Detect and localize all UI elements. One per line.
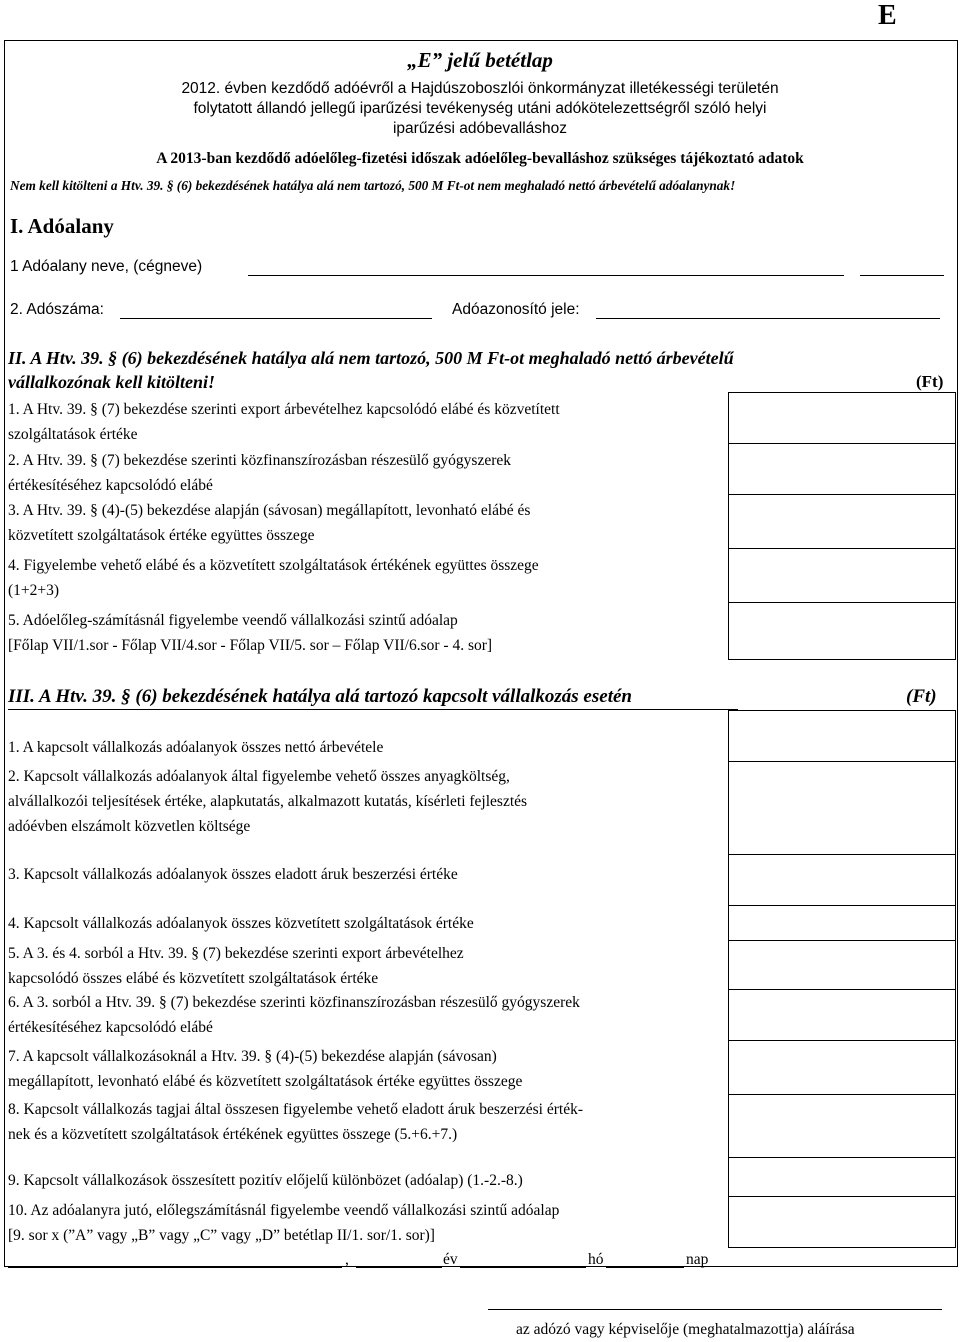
- section-3-value-2[interactable]: [728, 761, 956, 855]
- name-label: 1 Adóalany neve, (cégneve): [10, 258, 203, 275]
- section-2-value-5[interactable]: [728, 602, 956, 660]
- section-2-title-line-2: vállalkozónak kell kitölteni!: [8, 372, 216, 392]
- section-1-title: I. Adóalany: [10, 214, 114, 238]
- section-3-value-5[interactable]: [728, 940, 956, 990]
- section-3-row-10: 10. Az adóalanyra jutó, előlegszámításnál figyelembe veendő vállalkozási szintű adóalap [9. sor x (”A” vagy „B” vagy „C” vagy „D” betétlap II/1. sor/1. sor)]: [8, 1202, 560, 1244]
- tax-id-field[interactable]: [596, 318, 940, 319]
- day-field[interactable]: [606, 1267, 684, 1268]
- month-label: hó: [588, 1251, 604, 1268]
- section-3-value-7[interactable]: [728, 1040, 956, 1095]
- subtitle-line-3: iparűzési adóbevalláshoz: [392, 120, 568, 137]
- section-3-row-4: 4. Kapcsolt vállalkozás adóalanyok összes közvetített szolgáltatások értéke: [8, 915, 474, 932]
- section-3-title: III. A Htv. 39. § (6) bekezdésének hatálya alá tartozó kapcsolt vállalkozás esetén: [8, 686, 632, 707]
- comma: ,: [345, 1251, 349, 1268]
- section-3-row-5: 5. A 3. és 4. sorból a Htv. 39. § (7) bekezdése szerinti export árbevételhez kapcsolódó összes elábé és közvetített szolgáltatások értéke: [8, 945, 464, 987]
- section-2-value-2[interactable]: [728, 443, 956, 495]
- section-3-row-8: 8. Kapcsolt vállalkozás tagjai által összesen figyelembe vehető eladott áruk beszerzési érték- nek és a közvetített szolgáltatások értékének együttes összege (5.+6.+7.): [8, 1101, 583, 1143]
- section-3-value-8[interactable]: [728, 1094, 956, 1158]
- info-title: A 2013-ban kezdődő adóelőleg-fizetési időszak adóelőleg-bevalláshoz szükséges tájékoztató adatok: [156, 150, 804, 167]
- section-3-row-1: 1. A kapcsolt vállalkozás adóalanyok összes nettó árbevétele: [8, 739, 384, 756]
- section-2-row-2: 2. A Htv. 39. § (7) bekezdése szerinti közfinanszírozásban részesülő gyógyszerek értékesítéséhez kapcsolódó elábé: [8, 452, 512, 494]
- section-2-value-3[interactable]: [728, 494, 956, 549]
- section-3-value-10[interactable]: [728, 1196, 956, 1248]
- subtitle-line-2: folytatott állandó jellegű iparűzési tevékenység utáni adókötelezettségről szóló helyi: [193, 100, 767, 117]
- fill-note: Nem kell kitölteni a Htv. 39. § (6) bekezdésének hatálya alá nem tartozó, 500 M Ft-ot nem meghaladó nettó árbevételű adóalanynak!: [10, 178, 736, 193]
- section-3-value-1[interactable]: [728, 710, 956, 762]
- section-2-title: [8, 346, 734, 394]
- section-3-value-6[interactable]: [728, 989, 956, 1041]
- section-2-row-3: 3. A Htv. 39. § (4)-(5) bekezdése alapján (sávosan) megállapított, levonható elábé és közvetített szolgáltatások értéke együttes összege: [8, 502, 531, 544]
- section-2-row-4: 4. Figyelembe vehető elábé és a közvetített szolgáltatások értékének együttes összege (1+2+3): [8, 557, 539, 599]
- section-3-value-9[interactable]: [728, 1157, 956, 1197]
- month-field[interactable]: [460, 1267, 586, 1268]
- year-field[interactable]: [356, 1267, 442, 1268]
- tax-id-label: Adóazonosító jele:: [452, 301, 580, 318]
- day-label: nap: [686, 1251, 709, 1268]
- section-3-title-underline: [8, 709, 738, 710]
- section-3-value-4[interactable]: [728, 905, 956, 941]
- name-field-extra[interactable]: [860, 275, 944, 276]
- section-2-value-1[interactable]: [728, 392, 956, 444]
- section-2-row-5: 5. Adóelőleg-számításnál figyelembe veendő vállalkozási szintű adóalap [Főlap VII/1.sor - Főlap VII/4.sor - Főlap VII/5. sor – Főlap VII/6.sor - 4. sor]: [8, 612, 493, 654]
- section-2-value-4[interactable]: [728, 548, 956, 603]
- name-field[interactable]: [248, 275, 844, 276]
- form-title: „E” jelű betétlap: [407, 48, 553, 72]
- signature-caption: az adózó vagy képviselője (meghatalmazottja) aláírása: [516, 1321, 855, 1338]
- section-2-title-line-1: II. A Htv. 39. § (6) bekezdésének hatálya alá nem tartozó, 500 M Ft-ot meghaladó nettó árbevételű: [8, 348, 734, 368]
- section-3-row-3: 3. Kapcsolt vállalkozás adóalanyok összes eladott áruk beszerzési értéke: [8, 866, 458, 883]
- section-3-row-6: 6. A 3. sorból a Htv. 39. § (7) bekezdése szerinti közfinanszírozásban részesülő gyógyszerek értékesítéséhez kapcsolódó elábé: [8, 994, 580, 1036]
- tax-number-label: 2. Adószáma:: [10, 301, 104, 318]
- tax-number-field[interactable]: [120, 318, 432, 319]
- form-letter: E: [878, 0, 897, 31]
- section-3-value-3[interactable]: [728, 854, 956, 906]
- section-3-row-2: 2. Kapcsolt vállalkozás adóalanyok által figyelembe vehető összes anyagköltség, alvállalkozói teljesítések értéke, alapkutatás, alkalmazott kutatás, kísérleti fejlesztés adóévben elszámolt közvetlen költsége: [8, 768, 528, 835]
- signature-line[interactable]: [488, 1309, 942, 1310]
- section-3-unit: (Ft): [906, 686, 937, 707]
- section-3-row-9: 9. Kapcsolt vállalkozások összesített pozitív előjelű különbözet (adóalap) (1.-2.-8.): [8, 1172, 523, 1189]
- subtitle-line-1: 2012. évben kezdődő adóévről a Hajdúszoboszlói önkormányzat illetékességi területén: [181, 80, 779, 97]
- section-3-row-7: 7. A kapcsolt vállalkozásoknál a Htv. 39. § (4)-(5) bekezdése alapján (sávosan) megállapított, levonható elábé és közvetített szolgáltatások értéke együttes összege: [8, 1048, 523, 1090]
- year-label: év: [443, 1251, 458, 1268]
- section-2-row-1: 1. A Htv. 39. § (7) bekezdése szerinti export árbevételhez kapcsolódó elábé és közvetített szolgáltatások értéke: [8, 401, 560, 443]
- section-2-unit: (Ft): [916, 372, 944, 391]
- place-field[interactable]: [8, 1267, 342, 1268]
